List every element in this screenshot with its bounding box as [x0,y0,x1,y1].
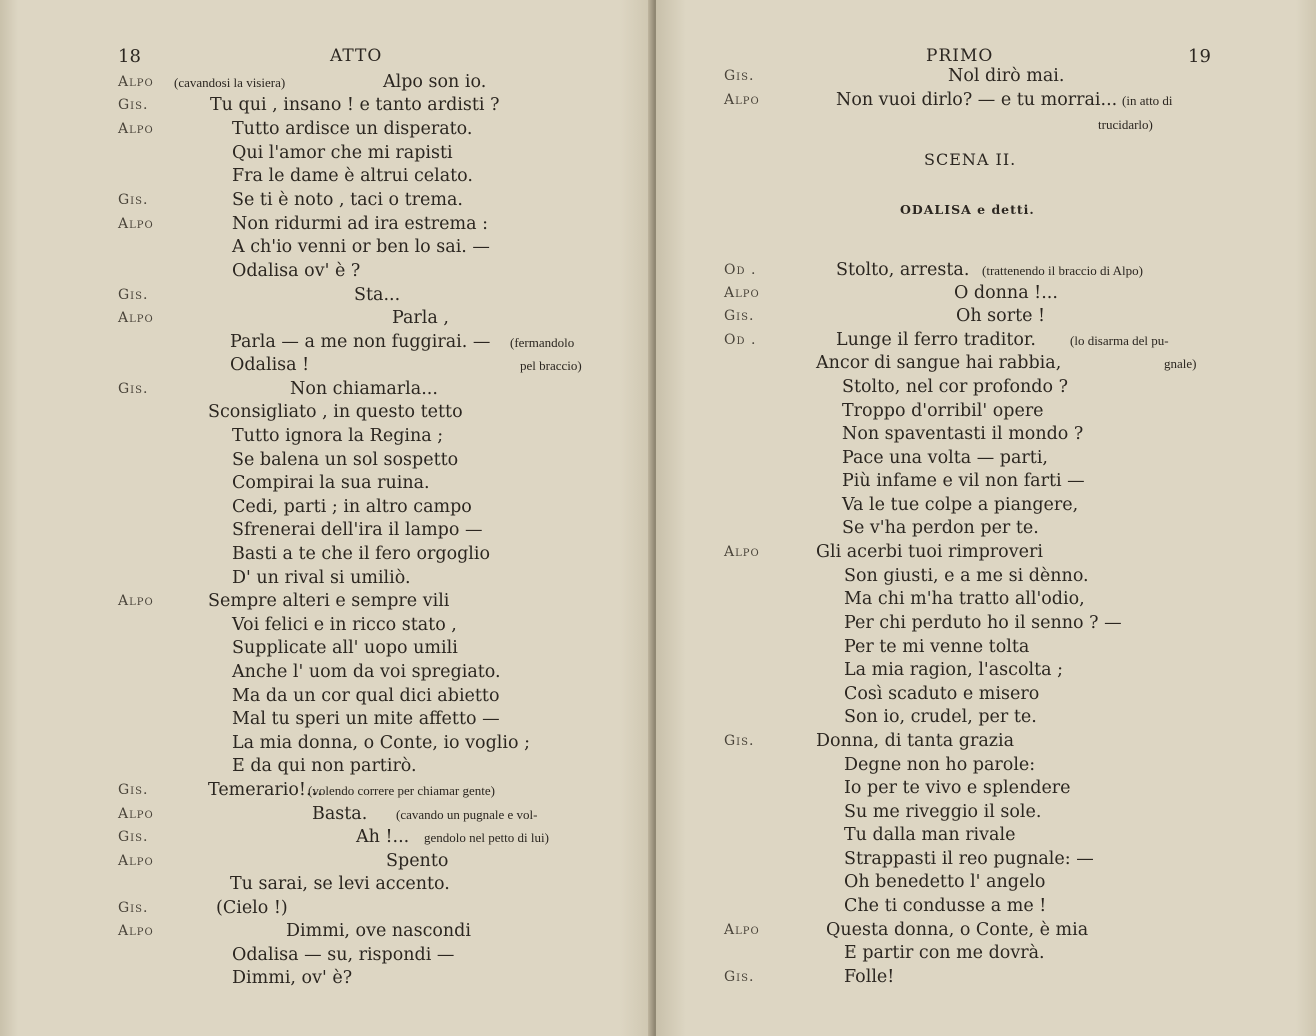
verse-line [656,90,1316,114]
verse-line [0,426,654,450]
speaker-label: Alpo [118,806,154,822]
verse-line [0,874,654,898]
scene-title: SCENA II. [924,150,1017,169]
verse-line [0,355,654,379]
verse-line [0,520,654,544]
verse-line [656,613,1316,637]
verse-line [656,566,1316,590]
verse-text: Mal tu speri un mite affetto — [232,709,500,729]
verse-text: Spento [386,851,449,871]
verse-line [0,473,654,497]
stage-direction: (cavando un pugnale e vol- [396,807,538,822]
verse-line [656,306,1316,330]
verse-text: Ma chi m'ha tratto all'odio, [844,589,1085,609]
verse-line [0,497,654,521]
verse-line [0,214,654,238]
verse-text: Su me riveggio il sole. [844,802,1042,822]
verse-text: (Cielo !) [216,898,288,918]
verse-text: Più infame e vil non farti — [842,471,1085,491]
verse-text: Se ti è noto , taci o trema. [232,190,463,210]
verse-text: Son io, crudel, per te. [844,707,1037,727]
verse-text: Odalisa — su, rispondi — [232,945,455,965]
speaker-label: Gis. [118,829,149,845]
verse-line [656,260,1316,284]
verse-text: Per te mi venne tolta [844,637,1030,657]
verse-line [0,898,654,922]
verse-text: E da qui non partirò. [232,756,417,776]
running-head: ATTO [330,46,383,66]
verse-text: Ancor di sangue hai rabbia, [816,353,1062,373]
verse-text: Compirai la sua ruina. [232,473,430,493]
verse-line [656,849,1316,873]
speaker-label: Alpo [724,922,760,938]
verse-text: Troppo d'orribil' opere [842,401,1044,421]
verse-text: Stolto, nel cor profondo ? [842,377,1068,397]
speaker-label: Alpo [118,923,154,939]
verse-line [0,308,654,332]
verse-line [0,804,654,828]
verse-line [0,402,654,426]
verse-text: Donna, di tanta grazia [816,731,1015,751]
verse-line [0,709,654,733]
verse-line [656,353,1316,377]
verse-line [656,660,1316,684]
verse-text: Supplicate all' uopo umili [232,638,458,658]
verse-text: Odalisa ! [230,355,310,375]
speaker-label: Alpo [724,544,760,560]
verse-line [656,778,1316,802]
speaker-label: Gis. [118,900,149,916]
verse-text: Sta... [354,285,401,305]
verse-line [0,945,654,969]
verse-text: Tutto ignora la Regina ; [232,426,444,446]
verse-text: Tu sarai, se levi accento. [230,874,450,894]
verse-text: Nol dirò mai. [948,66,1065,86]
speaker-label: Od . [724,262,757,278]
scene-characters: ODALISA e detti. [900,202,1035,217]
verse-text: Odalisa ov' è ? [232,261,361,281]
verse-line [656,637,1316,661]
verse-line [0,851,654,875]
verse-line [656,825,1316,849]
verse-text: Non spaventasti il mondo ? [842,424,1084,444]
verse-text: Alpo son io. [383,72,487,92]
verse-text: Per chi perduto ho il senno ? — [844,613,1122,633]
verse-line [656,896,1316,920]
verse-text: Non vuoi dirlo? — e tu morrai... [836,90,1118,110]
verse-text: Degne non ho parole: [844,755,1036,775]
verse-text: Oh benedetto l' angelo [844,872,1046,892]
verse-text: Oh sorte ! [956,306,1046,326]
verse-line [656,518,1316,542]
speaker-label: Od . [724,332,757,348]
verse-line [0,780,654,804]
verse-text: Qui l'amor che mi rapisti [232,143,453,163]
verse-line [0,119,654,143]
verse-line [0,261,654,285]
verse-line [0,662,654,686]
speaker-label: Gis. [118,192,149,208]
stage-direction: pel braccio) [520,358,582,373]
verse-text: Va le tue colpe a piangere, [842,495,1079,515]
verse-text: Tu qui , insano ! e tanto ardisti ? [210,95,500,115]
speaker-label: Gis. [118,287,149,303]
verse-line [656,802,1316,826]
verse-line [0,638,654,662]
speaker-label: Gis. [724,68,755,84]
stage-direction: trucidarlo) [1098,117,1153,132]
speaker-label: Alpo [118,74,154,90]
verse-line [0,686,654,710]
verse-line [656,707,1316,731]
verse-line [656,542,1316,566]
stage-direction: (in atto di [1122,93,1173,108]
verse-text: Ah !... [356,827,410,847]
verse-line [0,921,654,945]
page-number: 18 [118,46,141,67]
verse-text: Voi felici e in ricco stato , [232,615,457,635]
verse-text: Stolto, arresta. [836,260,970,280]
verse-text: Anche l' uom da voi spregiato. [232,662,501,682]
verse-line [0,190,654,214]
verse-line [656,495,1316,519]
verse-text: Cedi, parti ; in altro campo [232,497,472,517]
verse-line [656,589,1316,613]
verse-text: Dimmi, ove nascondi [286,921,471,941]
verse-line [0,166,654,190]
verse-line [656,872,1316,896]
stage-direction: (cavandosi la visiera) [174,75,286,90]
speaker-label: Gis. [724,733,755,749]
verse-text: A ch'io venni or ben lo sai. — [232,237,490,257]
verse-line [0,756,654,780]
verse-text: Dimmi, ov' è? [232,968,353,988]
left-page [0,0,654,1036]
verse-text: Strappasti il reo pugnale: — [844,849,1094,869]
speaker-label: Gis. [118,381,149,397]
verse-line [0,591,654,615]
verse-text: Parla , [392,308,449,328]
verse-text: Così scaduto e misero [844,684,1040,704]
verse-line [656,943,1316,967]
verse-text: Se v'ha perdon per te. [842,518,1039,538]
speaker-label: Alpo [724,92,760,108]
speaker-label: Alpo [118,121,154,137]
stage-direction: (trattenendo il braccio di Alpo) [982,263,1144,278]
verse-text: La mia ragion, l'ascolta ; [844,660,1064,680]
verse-line [656,424,1316,448]
verse-text: Questa donna, o Conte, è mia [826,920,1089,940]
speaker-label: Gis. [118,782,149,798]
verse-line [0,968,654,992]
verse-line [656,401,1316,425]
verse-line [0,544,654,568]
verse-text: Parla — a me non fuggirai. — [230,332,491,352]
verse-text: Non chiamarla... [290,379,438,399]
verse-text: Tutto ardisce un disperato. [232,119,473,139]
verse-line [656,330,1316,354]
speaker-label: Alpo [724,285,760,301]
verse-text: Sfrenerai dell'ira il lampo — [232,520,483,540]
verse-text: E partir con me dovrà. [844,943,1045,963]
verse-text: Basti a te che il fero orgoglio [232,544,491,564]
verse-line [656,114,1316,138]
verse-line [0,379,654,403]
verse-text: Basta. [312,804,368,824]
speaker-label: Alpo [118,853,154,869]
verse-line [0,143,654,167]
verse-text: Son giusti, e a me si dènno. [844,566,1089,586]
verse-text: Sempre alteri e sempre vili [208,591,450,611]
verse-text: Gli acerbi tuoi rimproveri [816,542,1043,562]
verse-line [0,72,654,96]
verse-text: Io per te vivo e splendere [844,778,1071,798]
verse-line [0,615,654,639]
verse-line [0,332,654,356]
verse-line [656,377,1316,401]
verse-text: Fra le dame è altrui celato. [232,166,473,186]
verse-text: Pace una volta — parti, [842,448,1048,468]
verse-line [0,568,654,592]
speaker-label: Alpo [118,310,154,326]
speaker-label: Gis. [118,97,149,113]
verse-text: Temerario!... [208,780,323,800]
stage-direction: (fermandolo [510,335,575,350]
verse-line [0,285,654,309]
speaker-label: Gis. [724,969,755,985]
verse-text: Ma da un cor qual dici abietto [232,686,500,706]
right-page [656,0,1316,1036]
verse-line [0,237,654,261]
verse-line [0,95,654,119]
verse-text: Non ridurmi ad ira estrema : [232,214,488,234]
verse-text: Folle! [844,967,895,987]
verse-text: O donna !... [954,283,1058,303]
verse-line [656,755,1316,779]
stage-direction: gnale) [1164,356,1197,371]
verse-line [0,450,654,474]
verse-line [656,66,1316,90]
verse-line [656,283,1316,307]
verse-text: Tu dalla man rivale [844,825,1016,845]
verse-line [656,731,1316,755]
verse-line [656,684,1316,708]
verse-text: D' un rival si umiliò. [232,568,411,588]
verse-line [656,448,1316,472]
verse-text: Se balena un sol sospetto [232,450,459,470]
stage-direction: (volendo correre per chiamar gente) [308,783,495,798]
running-head: PRIMO [926,46,994,66]
speaker-label: Gis. [724,308,755,324]
speaker-label: Alpo [118,593,154,609]
verse-line [656,920,1316,944]
verse-line [0,733,654,757]
verse-line [656,967,1316,991]
verse-text: Sconsigliato , in questo tetto [208,402,463,422]
page-number: 19 [1188,46,1211,67]
stage-direction: gendolo nel petto di lui) [424,830,549,845]
verse-line [0,827,654,851]
verse-line [656,471,1316,495]
verse-text: Che ti condusse a me ! [844,896,1047,916]
stage-direction: (lo disarma del pu- [1070,333,1169,348]
verse-text: Lunge il ferro traditor. [836,330,1036,350]
verse-text: La mia donna, o Conte, io voglio ; [232,733,530,753]
speaker-label: Alpo [118,216,154,232]
